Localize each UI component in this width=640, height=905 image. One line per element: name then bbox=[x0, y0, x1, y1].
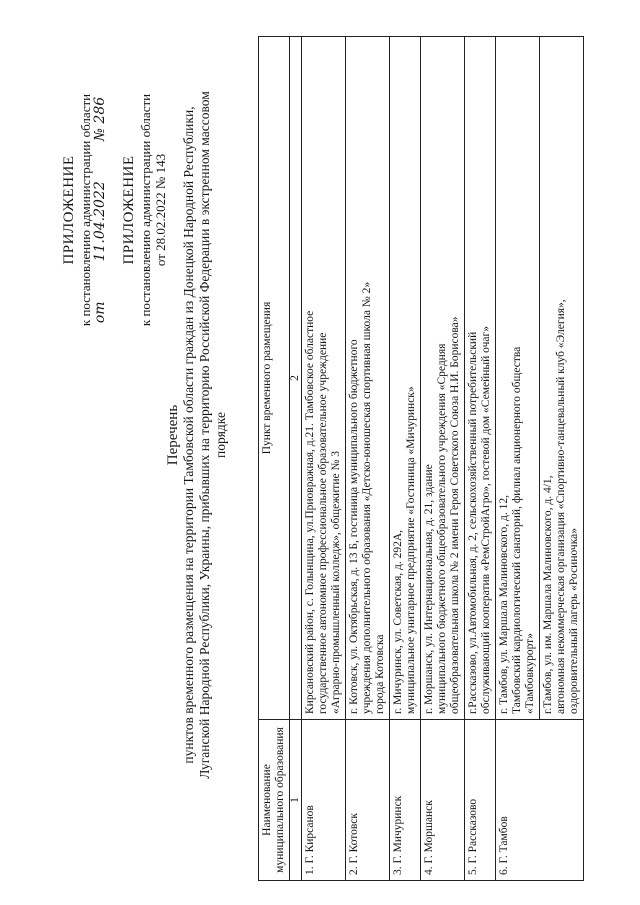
point-line: обслуживающий кооператив «РемСтройАгро», гостевой дом «Семейный очаг» bbox=[480, 326, 492, 714]
table-row bbox=[302, 37, 346, 881]
municipality-cell: 2. Г. Котовск bbox=[346, 720, 390, 881]
column-header-municipality: Наименование муниципального образования bbox=[259, 720, 290, 881]
appendix-header-old bbox=[120, 0, 168, 420]
point-cell bbox=[540, 37, 584, 720]
point-line: оздоровительный лагерь «Росиночка» bbox=[568, 528, 580, 714]
table-header-row bbox=[259, 37, 290, 881]
handwritten-prefix: от bbox=[92, 301, 108, 324]
column-number-2: 2 bbox=[290, 37, 302, 720]
point-line: автономная некоммерческая организация «Спортивно-танцевальный клуб «Элегия», bbox=[555, 299, 567, 714]
table-row bbox=[421, 37, 465, 881]
municipality-cell: 3. Г. Мичуринск bbox=[390, 720, 421, 881]
handwritten-date-line bbox=[93, 0, 108, 420]
point-line: «Аграрно-промышленный колледж», общежитие № 3 bbox=[330, 450, 342, 714]
point-line: муниципального бюджетного общеобразовательного учреждения «Средняя bbox=[436, 343, 448, 714]
point-cell bbox=[465, 37, 496, 720]
point-line: общеобразовательная школа № 2 имени Героя Советского Союза Н.И. Борисова» bbox=[449, 316, 461, 714]
municipality-cell: 4. Г. Моршанск bbox=[421, 720, 465, 881]
point-line: государственное автономное профессиональное образовательное учреждение bbox=[317, 332, 329, 714]
appendix-date-line: от 28.02.2022 № 143 bbox=[153, 153, 168, 267]
table-row bbox=[465, 37, 496, 881]
table-row bbox=[496, 37, 540, 881]
appendix-line-2: к постановлению администрации области bbox=[138, 93, 153, 327]
point-line: города Котовска bbox=[374, 634, 386, 714]
point-cell bbox=[302, 37, 346, 720]
column-number-1: 1 bbox=[290, 720, 302, 881]
point-cell bbox=[346, 37, 390, 720]
appendix-title: ПРИЛОЖЕНИЕ bbox=[61, 155, 77, 265]
municipality-cell: 1. Г. Кирсанов bbox=[302, 720, 346, 881]
point-line: г.Рассказово, ул.Автомобильная, д. 2, сельскохозяйственный потребительский bbox=[467, 331, 479, 714]
accommodation-table bbox=[258, 36, 584, 881]
document-title: Перечень bbox=[165, 404, 181, 466]
appendix-title-2: ПРИЛОЖЕНИЕ bbox=[121, 155, 137, 265]
point-line: муниципальное унитарное предприятие «Гостиница «Мичуринск» bbox=[405, 386, 417, 714]
point-line: учреждения дополнительного образования «Детско-юношеская спортивная школа № 2» bbox=[361, 281, 373, 714]
point-line: г. Тамбов, ул. Маршала Малиновского, д. 12, bbox=[498, 494, 510, 714]
handwritten-date: 11.04.2022 bbox=[92, 181, 108, 262]
point-line: Кирсановский район, с. Голынщина, ул.Приовражная, д.21. Тамбовское областное bbox=[304, 310, 316, 714]
document-subtitle-1: пунктов временного размещения на территории Тамбовской области граждан из Донецкой Народной Республики, bbox=[181, 106, 196, 764]
document-subtitle-2: Луганской Народной Республики, Украины, прибывших на территорию Российской Федерации в экстренном массовом bbox=[197, 91, 212, 779]
point-line: г. Моршанск, ул. Интернациональная, д. 21, здание bbox=[423, 464, 435, 714]
municipality-cell: 6. Г. Тамбов bbox=[496, 720, 584, 881]
table-number-row bbox=[290, 37, 302, 881]
point-line: г.Тамбов, ул. им. Маршала Малиновского, д. 4/1, bbox=[542, 475, 554, 714]
table-row bbox=[346, 37, 390, 881]
appendix-line: к постановлению администрации области bbox=[78, 93, 93, 327]
municipality-cell: 5. Г. Рассказово bbox=[465, 720, 496, 881]
point-line: «Тамбовкурорт» bbox=[524, 633, 536, 714]
point-cell bbox=[496, 37, 540, 720]
point-line: Тамбовский кардиологический санаторий, филиал акционерного общества bbox=[511, 346, 523, 714]
appendix-header-new bbox=[60, 0, 108, 420]
document-subtitle-3: порядке bbox=[213, 411, 228, 459]
table-row bbox=[390, 37, 421, 881]
document-title-block bbox=[165, 35, 229, 835]
column-header-point: Пункт временного размещения bbox=[259, 37, 290, 720]
handwritten-number: № 286 bbox=[92, 96, 108, 142]
point-line: г. Котовск, ул. Октябрьская, д. 13 Б, гостиница муниципального бюджетного bbox=[348, 339, 360, 714]
point-line: г. Мичуринск, ул. Советская, д. 292А, bbox=[392, 529, 404, 714]
point-cell bbox=[421, 37, 465, 720]
point-cell bbox=[390, 37, 421, 720]
